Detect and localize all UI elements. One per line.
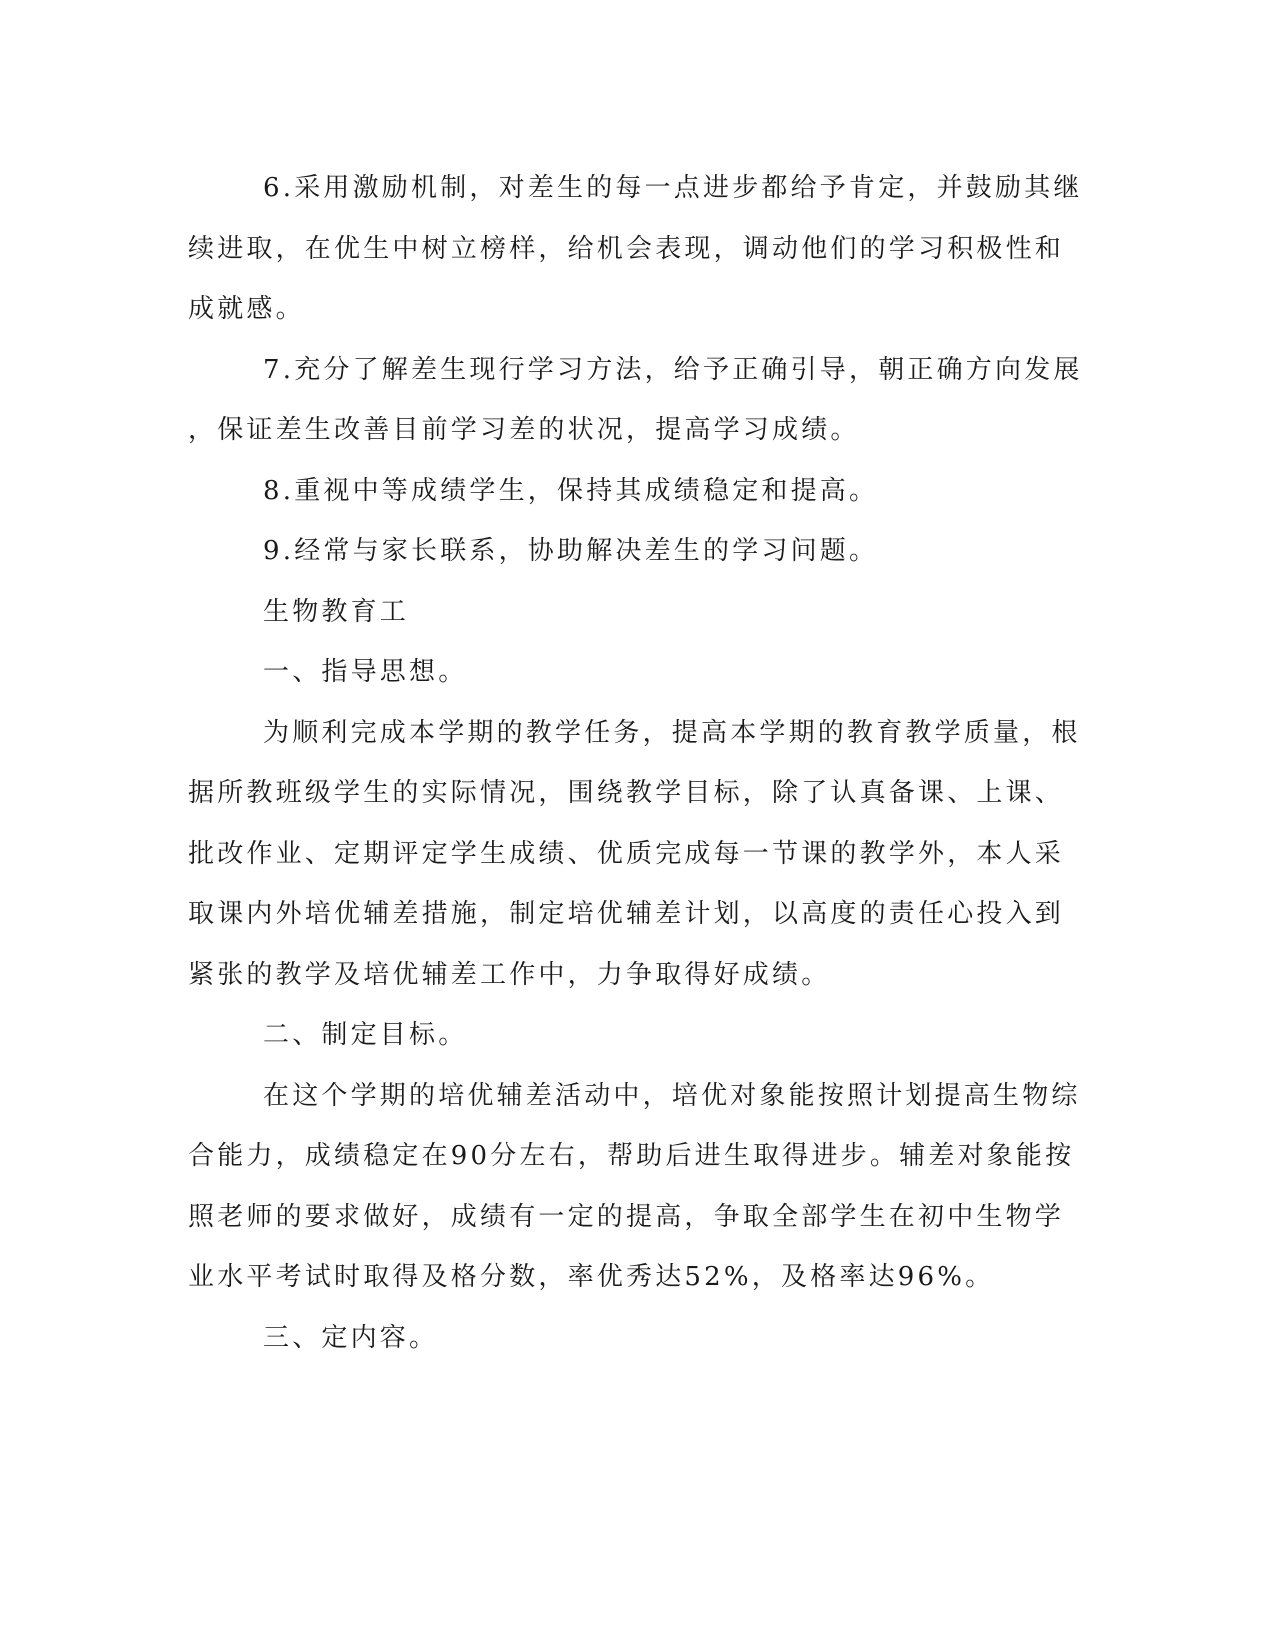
document-body xyxy=(188,158,1083,1368)
paragraph-line: 8.重视中等成绩学生，保持其成绩稳定和提高。 xyxy=(263,475,879,506)
paragraph-line: 7.充分了解差生现行学习方法，给予正确引导，朝正确方向发展 xyxy=(263,354,1083,385)
paragraph-line: 紧张的教学及培优辅差工作中，力争取得好成绩。 xyxy=(188,959,831,990)
paragraph-line: 业水平考试时取得及格分数，率优秀达52%，及格率达96%。 xyxy=(188,1262,995,1292)
paragraph-line: 9.经常与家长联系，协助解决差生的学习问题。 xyxy=(263,536,879,566)
paragraph-line: 续进取，在优生中树立榜样，给机会表现，调动他们的学习积极性和 xyxy=(188,233,1065,264)
paragraph-line: 据所教班级学生的实际情况，围绕教学目标，除了认真备课、上课、 xyxy=(188,778,1065,808)
paragraph-line: 批改作业、定期评定学生成绩、优质完成每一节课的教学外，本人采 xyxy=(188,838,1065,869)
section-heading: 一、指导思想。 xyxy=(263,657,468,687)
paragraph-line: 为顺利完成本学期的教学任务，提高本学期的教育教学质量，根 xyxy=(263,717,1081,748)
paragraph-line: 取课内外培优辅差措施，制定培优辅差计划，以高度的责任心投入到 xyxy=(188,899,1065,929)
paragraph-line: 合能力，成绩稳定在90分左右，帮助后进生取得进步。辅差对象能按 xyxy=(188,1141,1075,1171)
section-heading: 三、定内容。 xyxy=(263,1322,439,1353)
paragraph-line: 成就感。 xyxy=(188,294,305,324)
section-heading: 二、制定目标。 xyxy=(263,1020,468,1050)
paragraph-line: 在这个学期的培优辅差活动中，培优对象能按照计划提高生物综 xyxy=(263,1080,1081,1111)
paragraph-line: 照老师的要求做好，成绩有一定的提高，争取全部学生在初中生物学 xyxy=(188,1201,1065,1232)
paragraph-line: ，保证差生改善目前学习差的状况，提高学习成绩。 xyxy=(188,415,860,445)
paragraph-line: 6.采用激励机制，对差生的每一点进步都给予肯定，并鼓励其继 xyxy=(263,173,1083,203)
section-heading: 生物教育工 xyxy=(263,596,410,627)
